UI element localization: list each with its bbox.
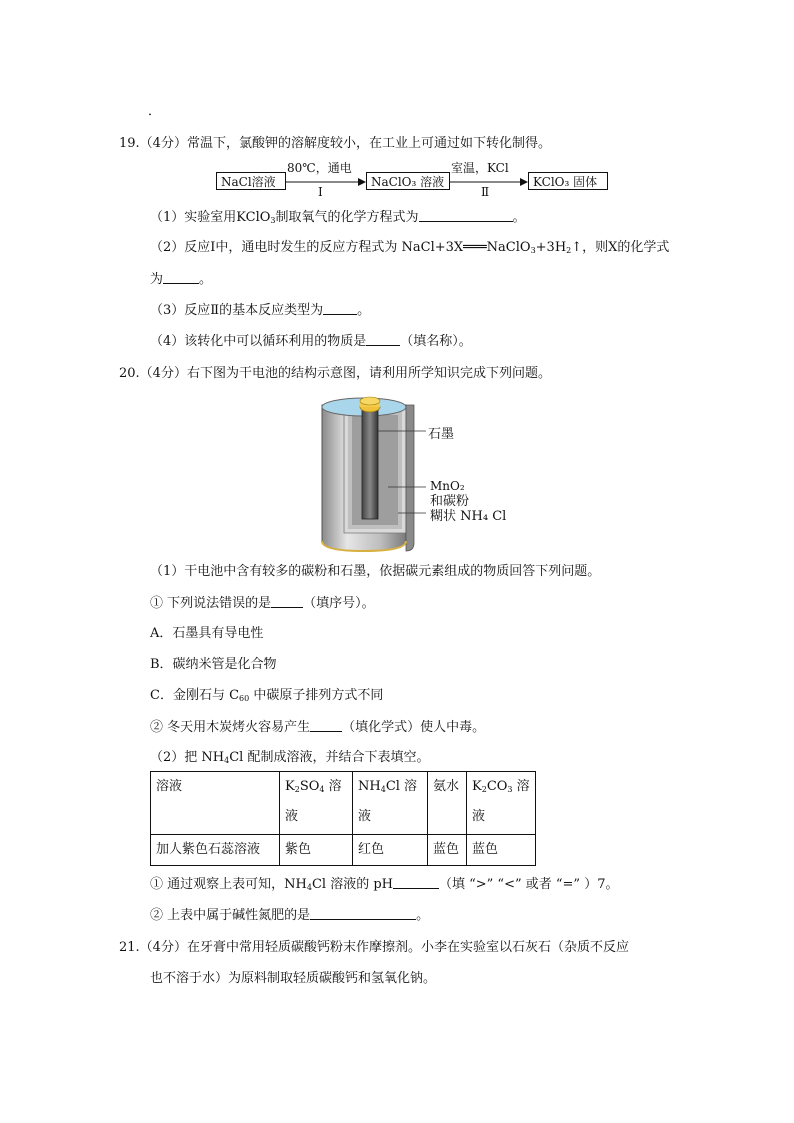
flow-box-nacl: NaCl溶液 [216,172,286,190]
table-cell: $K_2CO_3$ 溶 液 [467,772,536,835]
page-fragment-dot: ． [148,104,162,119]
flow-arrow-1-step: Ⅰ [318,185,323,199]
table-cell: $NH_4Cl$ 溶 液 [353,772,428,835]
battery-illustration [318,393,518,553]
flow-box-kclo3: KClO₃ 固体 [528,172,608,190]
option-b: B．碳纳米管是化合物 [150,657,277,672]
answer-blank[interactable] [163,271,199,284]
answer-blank[interactable] [271,595,303,608]
q19-part3: （3）反应Ⅱ的基本反应类型为 。 [150,303,371,318]
table-cell: 红色 [353,835,428,866]
q19-part2: （2）反应Ⅰ中，通电时发生的反应方程式为 $NaCl+3X═══NaClO_3+3H_2↑$，则X的化学式 [150,240,670,255]
table-cell: 蓝色 [428,835,467,866]
answer-blank[interactable] [393,876,439,889]
q20-part1: （1）干电池中含有较多的碳粉和石墨，依据碳元素组成的物质回答下列问题。 [150,564,601,579]
q21-line2: 也不溶于水）为原料制取轻质碳酸钙和氢氧化钠。 [150,971,437,986]
answer-blank[interactable] [310,719,342,732]
table-cell: 加人紫色石蕊溶液 [151,835,280,866]
q19-part1: （1）实验室用KClO$_3$制取氧气的化学方程式为 。 [150,210,526,225]
table-cell: 蓝色 [467,835,536,866]
table-cell: $K_2SO_4$ 溶 液 [280,772,353,835]
q19-stem: 19.（4分）常温下，氯酸钾的溶解度较小，在工业上可通过如下转化制得。 [119,136,551,151]
q20-part1-i: ① 下列说法错误的是 （填序号）。 [150,596,375,611]
table-row [151,772,536,835]
q20-part1-ii: ② 冬天用木炭烤火容易产生 （填化学式）使人中毒。 [150,720,486,735]
dry-battery-figure [318,393,518,553]
flow-arrow-1 [286,176,366,188]
answer-blank[interactable] [310,907,416,920]
q21-line1: 21.（4分）在牙膏中常用轻质碳酸钙粉末作摩擦剂。小李在实验室以石灰石（杂质不反应 [119,940,629,955]
table-cell: 氨水 [428,772,467,835]
table-cell: 紫色 [280,835,353,866]
answer-blank[interactable] [323,302,357,315]
q20-part2: （2）把 $NH_4Cl$ 配制成溶液，并结合下表填空。 [150,750,430,765]
litmus-table [150,771,536,866]
flow-arrow-1-condition: 80℃，通电 [287,161,352,175]
q20-part2-i: ① 通过观察上表可知，$NH_4Cl$ 溶液的 pH （填 “>” “<” 或者 “=” ）7。 [150,877,619,892]
flow-box-naclo3: NaClO₃ 溶液 [366,172,450,190]
option-c: C．金刚石与 $C_{60}$ 中碳原子排列方式不同 [150,688,384,703]
label-nh4cl-paste: 糊状 NH₄ Cl [430,509,507,524]
q19-part2-cont: 为 。 [150,272,213,287]
label-mno2: MnO₂ [430,479,465,493]
option-a: A．石墨具有导电性 [150,626,264,641]
q19-part4: （4）该转化中可以循环利用的物质是 （填名称）。 [150,334,472,349]
answer-blank[interactable] [419,209,513,222]
q20-part2-ii: ② 上表中属于碱性氮肥的是 。 [150,908,430,923]
table-row [151,835,536,866]
table-cell: 溶液 [151,772,280,835]
q20-stem: 20.（4分）右下图为干电池的结构示意图，请利用所学知识完成下列问题。 [119,366,551,381]
flow-arrow-2-condition: 室温，KCl [451,161,509,175]
label-graphite: 石墨 [428,427,455,442]
label-carbon-powder: 和碳粉 [430,494,470,509]
answer-blank[interactable] [366,333,400,346]
flow-arrow-2-step: Ⅱ [481,185,490,199]
